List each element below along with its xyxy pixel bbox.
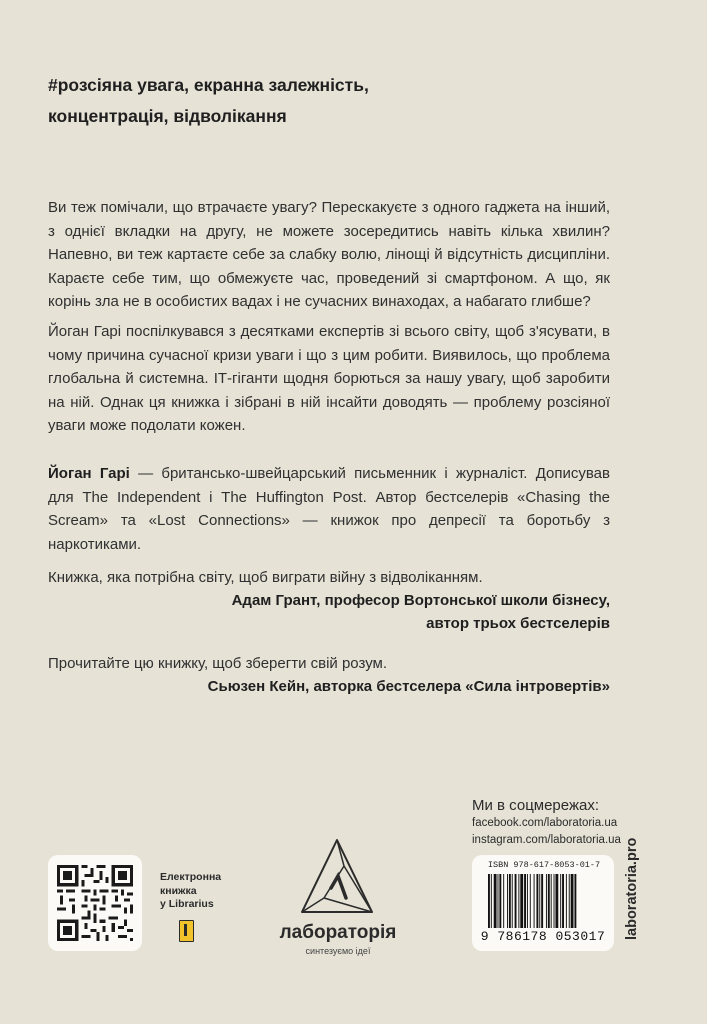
barcode-bar — [541, 874, 543, 928]
hashtag-line-1: #розсіяна увага, екранна залежність, — [48, 75, 369, 95]
barcode-bar — [509, 874, 511, 928]
barcode-bar — [520, 874, 523, 928]
ebook-line-3: у Librarius — [160, 898, 214, 910]
social-links — [472, 796, 622, 849]
triangle-logo-icon — [298, 836, 376, 920]
barcode-bar — [491, 874, 492, 928]
barcode-bar — [503, 874, 504, 928]
hashtags — [48, 70, 608, 132]
barcode-bar — [566, 874, 567, 928]
barcode-number: 9 786178 053017 — [480, 929, 606, 944]
barcode-bar — [562, 874, 564, 928]
qr-card — [48, 855, 142, 951]
description-paragraph-1: Ви теж помічали, що втрачаєте увагу? Перескакуєте з одного гаджета на інший, з однієї вкладки на другу, не можете зосередитись навіть кілька хвилин? Напевно, ви теж картаєте себе за слабку волю, лінощі й відсутність дисципліни. Караєте себе тим, що обмежуєте час, проведений зі смартфоном. А що, як корінь зла не в особистих вадах і не сучасних винаходах, а набагато глибше? — [48, 199, 610, 311]
quote-1-attribution-line-1: Адам Грант, професор Вортонської школи бізнесу, — [231, 592, 610, 609]
instagram-link[interactable]: instagram.com/laboratoria.ua — [472, 834, 621, 846]
barcode-icon — [486, 874, 602, 928]
quote-1-attribution-line-2: автор трьох бестселерів — [426, 615, 610, 632]
barcode-bar — [488, 874, 490, 928]
barcode-bar — [555, 874, 558, 928]
facebook-link[interactable]: facebook.com/laboratoria.ua — [472, 817, 618, 829]
quote-2-attribution: Сьюзен Кейн, авторка бестселера «Сила інтровертів» — [207, 678, 610, 695]
publisher-website[interactable]: laboratoria.pro — [624, 837, 640, 940]
author-bio — [48, 462, 610, 556]
barcode-bar — [518, 874, 519, 928]
barcode-bar — [507, 874, 508, 928]
barcode-bar — [515, 874, 517, 928]
ebook-line-2: книжка — [160, 884, 197, 897]
quote-2 — [48, 652, 610, 698]
barcode-bar — [571, 874, 574, 928]
description-paragraph-2: Йоган Гарі поспілкувався з десятками експертів зі всього світу, щоб з'ясувати, в чому причина сучасної кризи уваги і що з цим робити. Виявилось, що проблема глобальна й системна. ІТ-гіганти щодня борються за нашу увагу, щоб заробити на ній. Однак ця книжка і зібрані в ній інсайти доводять — проблему розсіяної уваги може подолати кожен. — [48, 323, 610, 435]
hashtag-line-2: концентрація, відволікання — [48, 106, 287, 126]
barcode-bar — [539, 874, 540, 928]
quote-1 — [48, 566, 610, 635]
barcode-bar — [554, 874, 555, 928]
barcode-bar — [560, 874, 561, 928]
barcode-bar — [548, 874, 550, 928]
barcode-bar — [534, 874, 535, 928]
barcode-bar — [530, 874, 531, 928]
quote-2-text: Прочитайте цю книжку, щоб зберегти свій розум. — [48, 655, 388, 672]
barcode-bar — [536, 874, 538, 928]
isbn-label: ISBN 978-617-8053-01-7 — [487, 860, 601, 870]
barcode-bar — [569, 874, 570, 928]
ebook-label — [160, 871, 221, 912]
qr-code-icon[interactable] — [57, 864, 133, 942]
barcode-bar — [574, 874, 576, 928]
social-title: Ми в соцмережах: — [472, 797, 599, 814]
barcode-bar — [527, 874, 528, 928]
author-bio-text: — британсько-швейцарський письменник і журналіст. Дописував для The Independent і The Huffington Post. Автор бестселерів «Chasing the Scream» та «Lost Connections» — книжок про депресії та боротьбу з наркотиками. — [48, 465, 610, 553]
publisher-name: лабораторія — [279, 922, 397, 943]
barcode-bar — [524, 874, 526, 928]
barcode-bar — [499, 874, 501, 928]
author-name: Йоган Гарі — [48, 465, 130, 482]
barcode-bar — [546, 874, 547, 928]
barcode-bar — [494, 874, 497, 928]
barcode-bar — [498, 874, 499, 928]
publisher-slogan: синтезуємо ідеї — [305, 946, 371, 956]
quote-1-text: Книжка, яка потрібна світу, щоб виграти війну з відволіканням. — [48, 569, 483, 586]
librarius-logo-icon — [179, 920, 194, 942]
barcode-bar — [512, 874, 513, 928]
barcode-bar — [551, 874, 552, 928]
ebook-line-1: Електронна — [160, 871, 222, 883]
